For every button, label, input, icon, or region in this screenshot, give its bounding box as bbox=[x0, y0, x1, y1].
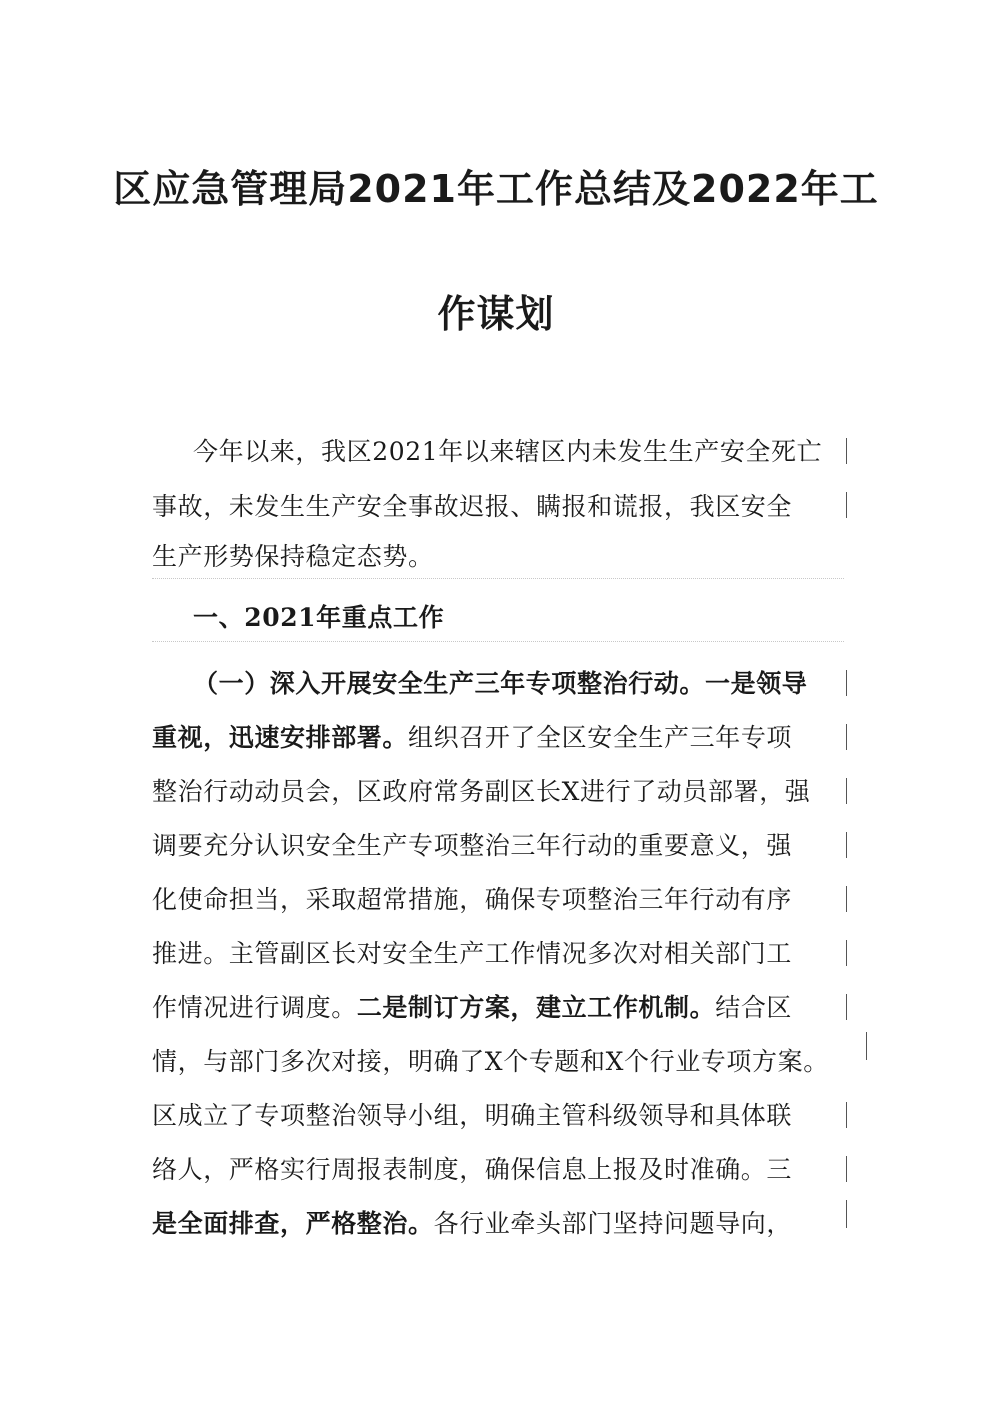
margin-edge-mark bbox=[846, 1102, 847, 1128]
body-line-5: 化使命担当，采取超常措施，确保专项整治三年行动有序 bbox=[152, 885, 793, 914]
margin-edge-mark bbox=[846, 492, 847, 518]
body-line-4: 调要充分认识安全生产专项整治三年行动的重要意义，强 bbox=[152, 831, 793, 860]
document-title-line-2: 作谋划 bbox=[437, 292, 555, 336]
body-line-7 bbox=[152, 988, 852, 1028]
body-line-2 bbox=[152, 718, 852, 758]
intro-line-3: 生产形势保持稳定态势。 bbox=[152, 542, 434, 571]
body-line-7-bold: 二是制订方案，建立工作机制。 bbox=[356, 993, 716, 1022]
margin-edge-mark bbox=[846, 438, 847, 464]
body-line-1: （一）深入开展安全生产三年专项整治行动。一是领导 bbox=[193, 669, 808, 698]
margin-edge-mark bbox=[846, 940, 847, 966]
body-line-7-text-b: 结合区 bbox=[715, 993, 793, 1022]
margin-edge-mark bbox=[866, 1032, 867, 1060]
body-line-3: 整治行动动员会，区政府常务副区长X进行了动员部署，强 bbox=[152, 777, 811, 806]
margin-edge-mark bbox=[846, 1200, 847, 1228]
body-line-8: 情，与部门多次对接，明确了X个专题和X个行业专项方案。 bbox=[152, 1047, 829, 1076]
document-title-line-1: 区应急管理局2021年工作总结及2022年工 bbox=[113, 167, 879, 211]
intro-line-2: 事故，未发生生产安全事故迟报、瞒报和谎报，我区安全 bbox=[152, 492, 793, 521]
section-heading: 一、2021年重点工作 bbox=[193, 603, 445, 632]
body-line-2-text: 组织召开了全区安全生产三年专项 bbox=[408, 723, 793, 752]
body-line-9: 区成立了专项整治领导小组，明确主管科级领导和具体联 bbox=[152, 1101, 793, 1130]
body-line-7-text-a: 作情况进行调度。 bbox=[152, 993, 357, 1022]
margin-edge-mark bbox=[846, 832, 847, 858]
body-line-6: 推进。主管副区长对安全生产工作情况多次对相关部门工 bbox=[152, 939, 793, 968]
margin-edge-mark bbox=[846, 670, 847, 696]
paragraph-divider bbox=[152, 578, 844, 579]
body-line-10: 络人，严格实行周报表制度，确保信息上报及时准确。三 bbox=[152, 1155, 793, 1184]
heading-divider bbox=[152, 641, 844, 642]
margin-edge-mark bbox=[846, 886, 847, 912]
body-line-11-bold: 是全面排查，严格整治。 bbox=[152, 1209, 434, 1238]
body-line-11 bbox=[152, 1204, 852, 1244]
margin-edge-mark bbox=[846, 724, 847, 750]
margin-edge-mark bbox=[846, 1156, 847, 1182]
margin-edge-mark bbox=[846, 778, 847, 804]
body-line-11-text: 各行业牵头部门坚持问题导向， bbox=[433, 1209, 793, 1238]
intro-line-1: 今年以来，我区2021年以来辖区内未发生生产安全死亡 bbox=[193, 437, 823, 466]
body-line-2-bold: 重视，迅速安排部署。 bbox=[152, 723, 409, 752]
margin-edge-mark bbox=[846, 994, 847, 1020]
